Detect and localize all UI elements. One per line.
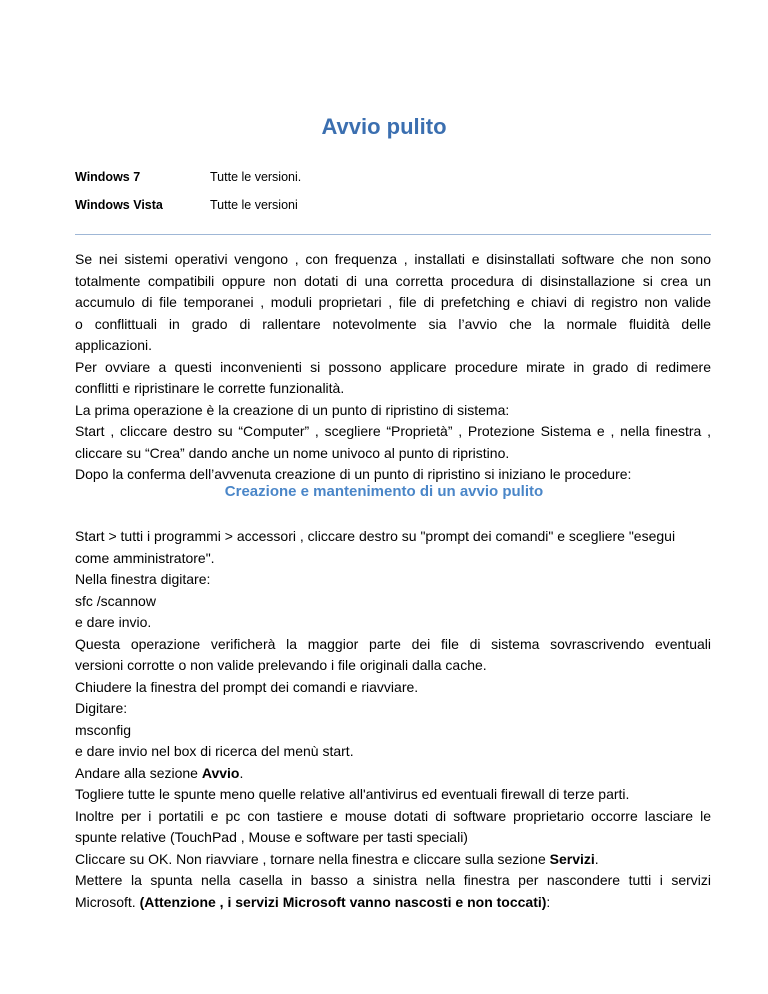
command-line: sfc /scannow bbox=[75, 592, 156, 609]
text-line: Se nei sistemi operativi vengono , con frequenza , installati e disinstallati software che non sono bbox=[75, 251, 711, 267]
text-line: e dare invio. bbox=[75, 614, 152, 630]
text-line: Per ovviare a questi inconvenienti si possono applicare procedure mirate in grado di redimere bbox=[75, 358, 711, 375]
meta-key: Windows Vista bbox=[75, 198, 163, 212]
bold-term-servizi: Servizi bbox=[549, 850, 595, 867]
text-line: Questa operazione verificherà la maggior parte dei file di sistema sovrascrivendo eventuali bbox=[75, 635, 711, 652]
text-line: Inoltre per i portatili e pc con tastiere e mouse dotati di software proprietario occorre lasciare le bbox=[75, 807, 711, 824]
text-run: . bbox=[594, 850, 599, 867]
section-heading: Creazione e mantenimento di un avvio pulito bbox=[224, 483, 544, 500]
text-line bbox=[75, 892, 711, 914]
meta-value: Tutte le versioni bbox=[210, 198, 298, 212]
text-line: applicazioni. bbox=[75, 337, 153, 353]
text-line: versioni corrotte o non valide prelevando i file originali dalla cache. bbox=[75, 657, 487, 673]
bold-term-avvio: Avvio bbox=[201, 764, 240, 781]
intro-paragraph bbox=[75, 249, 711, 486]
text-line: accumulo di file temporanei , moduli proprietari , file di prefetching e chiavi di registro non valide bbox=[75, 294, 711, 310]
text-line bbox=[75, 849, 711, 871]
text-line: Togliere tutte le spunte meno quelle relative all'antivirus ed eventuali firewall di terze parti. bbox=[75, 786, 630, 802]
command-line: msconfig bbox=[75, 721, 132, 738]
text-run: Cliccare su OK. Non riavviare , tornare nella finestra e cliccare sulla sezione bbox=[75, 850, 550, 867]
bold-warning: (Attenzione , i servizi Microsoft vanno nascosti e non toccati) bbox=[139, 893, 547, 910]
text-line: Digitare: bbox=[75, 700, 128, 716]
text-line: e dare invio nel box di ricerca del menù start. bbox=[75, 743, 354, 759]
text-run: . bbox=[239, 764, 244, 781]
text-line bbox=[75, 763, 711, 785]
text-line: Start > tutti i programmi > accessori , cliccare destro su "prompt dei comandi" e scegliere "esegui bbox=[75, 528, 676, 544]
text-run: Andare alla sezione bbox=[75, 764, 202, 781]
text-line: conflitti e ripristinare le corrette funzionalità. bbox=[75, 380, 345, 396]
text-line: Chiudere la finestra del prompt dei comandi e riavviare. bbox=[75, 678, 419, 695]
meta-value: Tutte le versioni. bbox=[210, 170, 302, 184]
text-run: : bbox=[546, 893, 551, 910]
text-line: come amministratore". bbox=[75, 549, 215, 566]
text-run: Microsoft. bbox=[75, 893, 140, 910]
meta-row-windows7 bbox=[75, 170, 301, 184]
meta-row-windows-vista bbox=[75, 198, 298, 212]
meta-key: Windows 7 bbox=[75, 170, 141, 184]
text-line: cliccare su “Crea” dando anche un nome univoco al punto di ripristino. bbox=[75, 444, 510, 461]
page-title: Avvio pulito bbox=[321, 114, 447, 139]
text-line: o conflittuali in grado di rallentare notevolmente sia l’avvio che la normale fluidità delle bbox=[75, 315, 711, 332]
text-line: La prima operazione è la creazione di un punto di ripristino di sistema: bbox=[75, 401, 510, 418]
text-line: Mettere la spunta nella casella in basso a sinistra nella finestra per nascondere tutti i servizi bbox=[75, 872, 711, 888]
text-line: Nella finestra digitare: bbox=[75, 571, 211, 587]
text-line: spunte relative (TouchPad , Mouse e software per tasti speciali) bbox=[75, 829, 468, 845]
text-line: totalmente compatibili oppure non dotati di una corretta procedura di disinstallazione si crea un bbox=[75, 272, 711, 289]
horizontal-divider bbox=[75, 234, 711, 235]
text-line: Dopo la conferma dell’avvenuta creazione di un punto di ripristino si iniziano le procedure: bbox=[75, 466, 632, 482]
text-line: Start , cliccare destro su “Computer” , scegliere “Proprietà” , Protezione Sistema e , nella finestra , bbox=[75, 423, 711, 439]
steps-paragraph bbox=[75, 526, 711, 913]
